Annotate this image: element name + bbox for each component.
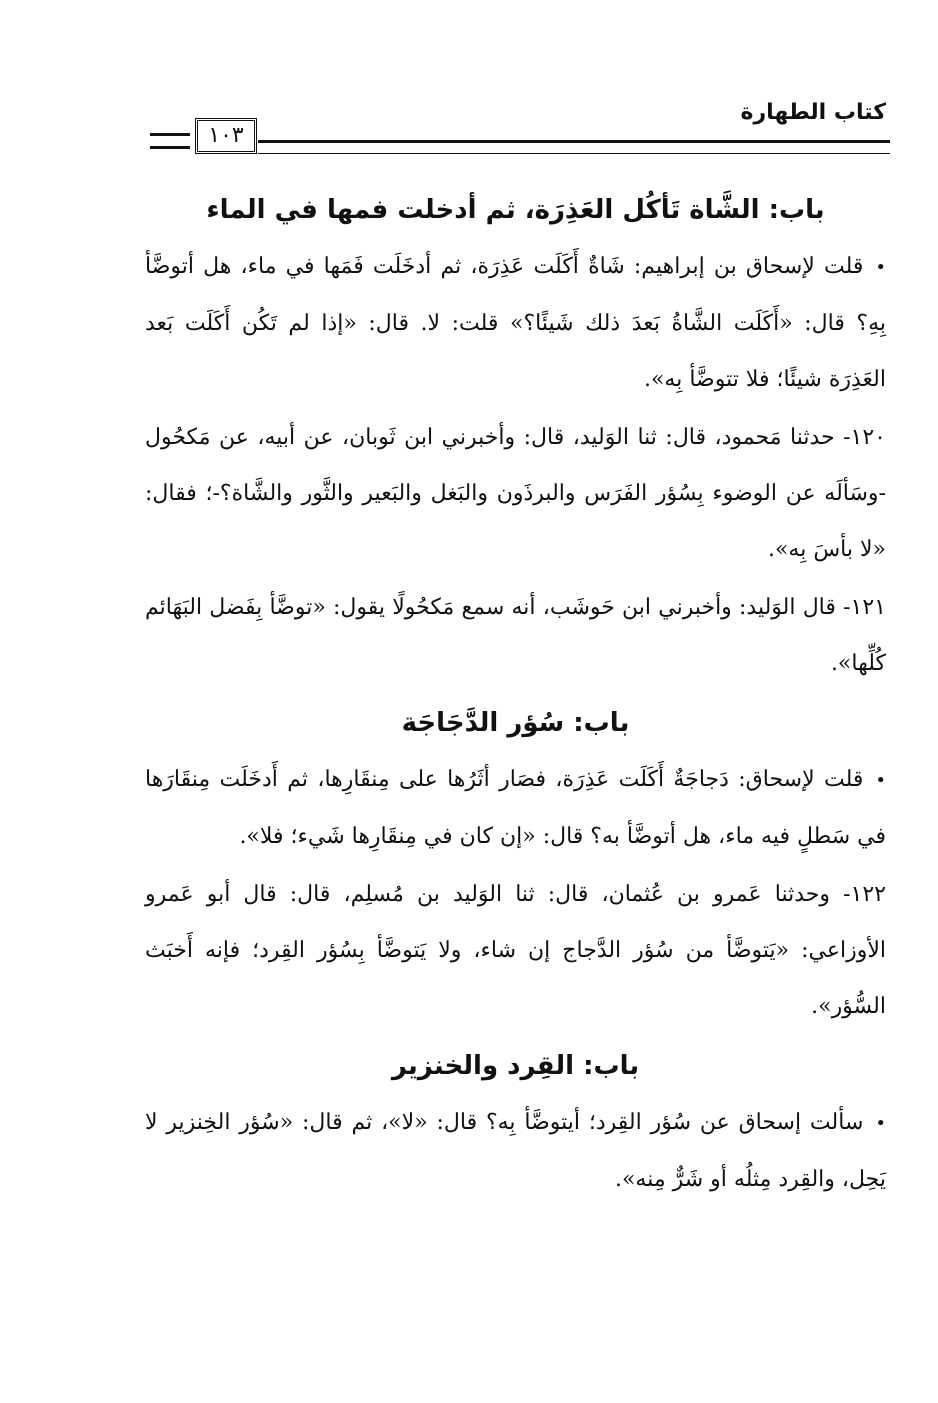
paragraph: [145, 867, 886, 1035]
paragraph: [145, 239, 886, 408]
section-heading: باب: سُؤر الدَّجَاجَة: [401, 708, 630, 738]
page-body: [145, 185, 886, 1208]
bullet-icon: •: [875, 770, 886, 791]
paragraph-text: قلت لإسحاق: دَجاجَةٌ أَكَلَت عَذِرَة، فصَار أثَرُها على مِنقَارِها، ثم أَدخَلَت مِنقَارَها في سَطلٍ فيه ماء، هل أتوضَّأ به؟ قال: «إن كان في مِنقَارِها شَيء؛ فلا».: [145, 767, 886, 849]
paragraph: [145, 1095, 886, 1208]
bullet-icon: •: [875, 1113, 886, 1134]
section-heading: باب: الشَّاة تَأكُل العَذِرَة، ثم أدخلت فمها في الماء: [206, 195, 825, 225]
paragraph-text: ١٢١- قال الوَليد: وأخبرني ابن حَوشَب، أنه سمع مَكحُولًا يقول: «توضَّأ بِفَضل البَهَائم كُلِّها».: [145, 595, 886, 676]
section-chicken: [145, 698, 886, 1035]
page-number: ١٠٣: [195, 118, 257, 154]
header-rule: [258, 140, 890, 154]
section-monkey-pig: [145, 1041, 886, 1208]
paragraph-text: قلت لإسحاق بن إبراهيم: شَاةٌ أَكَلَت عَذِرَة، ثم أدخَلَت فَمَها في ماء، هل أتوضَّأ بِهِ؟ قال: «أَكَلَت الشَّاةُ بَعدَ ذلك شَيئًا؟» قلت: لا. قال: «إذا لم تَكُن أَكَلَت بَعد العَذِرَة شيئًا؛ فلا تتوضَّأ بِه».: [145, 254, 886, 392]
bullet-icon: •: [875, 257, 886, 278]
header-rule-short: [150, 133, 190, 149]
paragraph: [145, 410, 886, 578]
paragraph-text: ١٢٠- حدثنا مَحمود، قال: ثنا الوَليد، قال: وأخبرني ابن ثَوبان، عن أبيه، عن مَكحُول -وسَألَه عن الوضوء بِسُؤر الفَرَس والبرذَون والبَغل والبَعير والثَّور والشَّاة؟-؛ فقال: «لا بأسَ بِه».: [145, 425, 886, 562]
paragraph: [145, 752, 886, 865]
section-heading: باب: القِرد والخنزير: [391, 1051, 640, 1081]
running-title: كتاب الطهارة: [740, 100, 886, 125]
section-sheep: [145, 185, 886, 692]
paragraph-text: ١٢٢- وحدثنا عَمرو بن عُثمان، قال: ثنا الوَليد بن مُسلِم، قال: قال أبو عَمرو الأوزاعي: «يَتوضَّأ من سُؤر الدَّجاج إن شاء، ولا يَتوضَّأ بِسُؤر القِرد؛ فإنه أَخبَث السُّؤر».: [145, 882, 886, 1019]
paragraph-text: سألت إسحاق عن سُؤر القِرد؛ أيتوضَّأ بِه؟ قال: «لا»، ثم قال: «سُؤر الخِنزير لا يَحِل، والقِرد مِثلُه أو شَرٌّ مِنه».: [145, 1110, 886, 1192]
paragraph: [145, 580, 886, 692]
